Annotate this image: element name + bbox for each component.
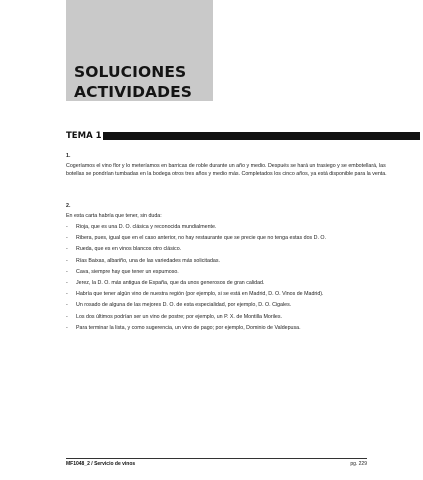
footer-module: MF1048_2 / Servicio de vinos	[66, 461, 136, 467]
list-item-text: Rías Baixas, albariño, una de las variedades más solicitadas.	[76, 257, 220, 264]
question-1-answer: Cogeríamos el vino flor y lo meteríamos en barricas de roble durante un año y medio. Después se hará un trasiego y se embotellará, las botellas se pondrían tumbadas en la bodega otros tres años y medio más. Completados los cinco años, ya está disponible para la venta.	[66, 163, 387, 177]
title-box	[66, 0, 213, 101]
list-item-text: Para terminar la lista, y como sugerencia, un vino de pago; por ejemplo, Dominio de Valdepusa.	[76, 324, 301, 331]
question-2-intro: En esta carta habría que tener, sin duda:	[66, 213, 162, 219]
list-item	[66, 269, 392, 277]
list-item-text: Cava, siempre hay que tener un espumoso.	[76, 268, 179, 275]
list-item-text: Un rosado de alguna de las mejores D. O. de esta especialidad, por ejemplo, D. O. Cigales.	[76, 302, 292, 309]
title-line-1: SOLUCIONES	[74, 63, 187, 81]
list-item-text: Jerez, la D. O. más antigua de España, que da unos generosos de gran calidad.	[76, 279, 265, 286]
list-item	[66, 314, 392, 322]
page-title	[74, 62, 192, 102]
list-item	[66, 224, 392, 232]
list-item-text: Rioja, que es una D. O. clásica y reconocida mundialmente.	[76, 224, 217, 230]
title-line-2: ACTIVIDADES	[74, 83, 193, 101]
list-item	[66, 325, 392, 333]
list-item-text: Ribera, pues, igual que en el caso anterior, no hay restaurante que se precie que no tenga estas dos D. O.	[76, 235, 326, 242]
question-2-number: 2.	[66, 203, 71, 209]
list-item	[66, 302, 392, 310]
list-item-text: Los dos últimos podrían ser un vino de postre; por ejemplo, un P. X. de Montilla Moriles.	[76, 313, 283, 320]
list-item	[66, 246, 392, 254]
dash-bullet: -	[66, 302, 68, 309]
dash-bullet: -	[66, 313, 68, 320]
dash-bullet: -	[66, 235, 68, 242]
dash-bullet: -	[66, 268, 68, 275]
list-item	[66, 235, 392, 243]
dash-bullet: -	[66, 257, 68, 264]
section-bar	[103, 132, 420, 140]
page-footer	[66, 458, 367, 469]
list-item	[66, 258, 392, 266]
list-item-text: Habría que tener algún vino de nuestra región (por ejemplo, si se está en Madrid, D. O. Vinos de Madrid).	[76, 291, 324, 298]
section-header	[66, 131, 420, 141]
list-item-text: Rueda, que es en vinos blancos otro clásico.	[76, 246, 182, 253]
page-number: pg. 229	[350, 461, 367, 467]
dash-bullet: -	[66, 224, 68, 230]
wine-list	[66, 224, 392, 336]
list-item	[66, 291, 392, 299]
dash-bullet: -	[66, 291, 68, 298]
list-item	[66, 280, 392, 288]
dash-bullet: -	[66, 246, 68, 253]
dash-bullet: -	[66, 324, 68, 331]
question-1-number: 1.	[66, 153, 71, 159]
dash-bullet: -	[66, 279, 68, 286]
section-label: TEMA 1	[66, 131, 102, 141]
